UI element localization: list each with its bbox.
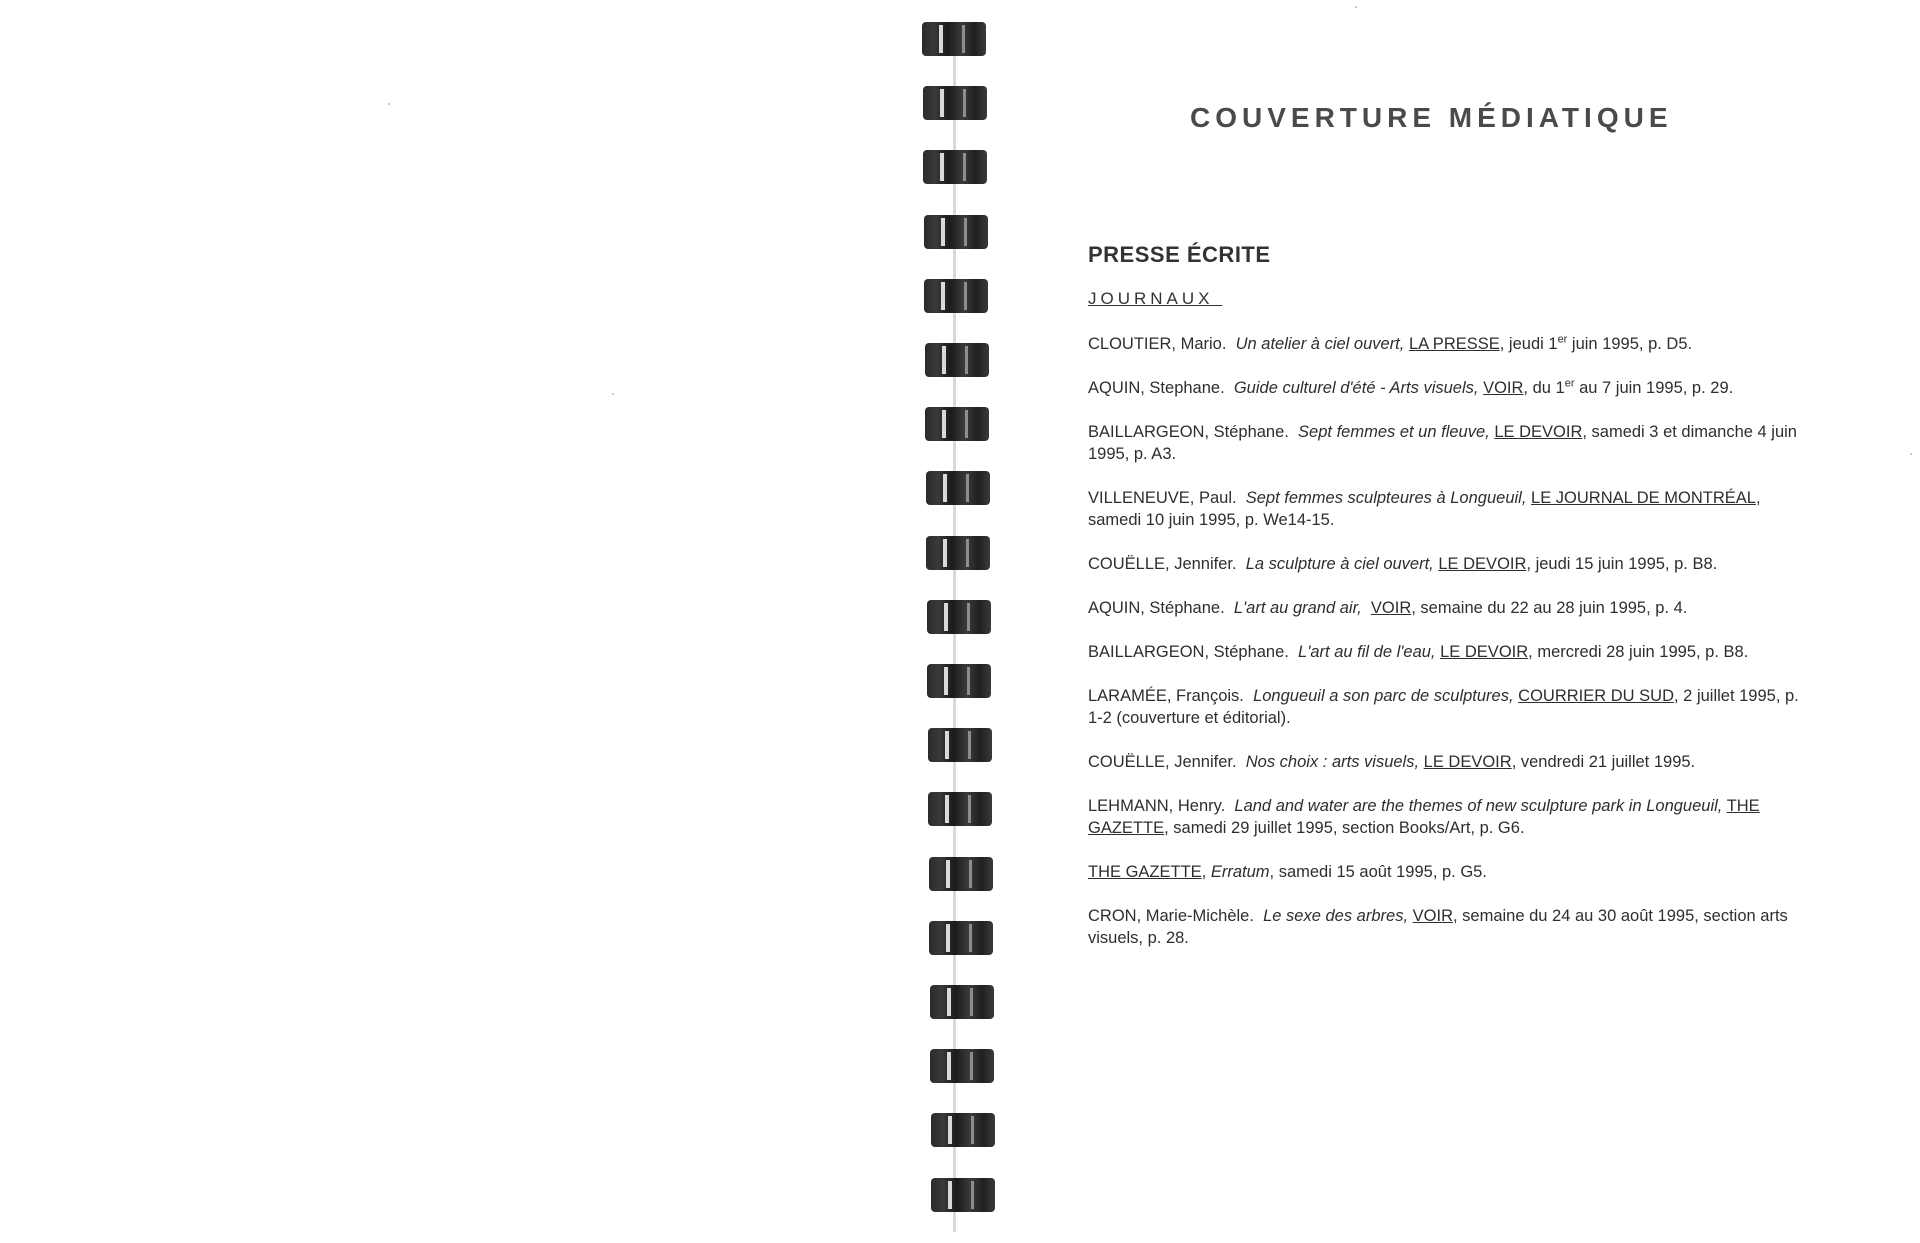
entry-publication: LE DEVOIR: [1438, 555, 1527, 573]
binding-ring: [924, 215, 988, 249]
binding-ring: [927, 600, 991, 634]
entry-date: , du 1: [1523, 379, 1565, 397]
entry-publication: VOIR: [1483, 379, 1524, 397]
entry-author: LARAMÉE, François.: [1088, 687, 1244, 705]
entry-date: , jeudi 1: [1499, 335, 1558, 353]
entry-date: , mercredi 28 juin 1995, p. B8.: [1528, 643, 1749, 661]
entry-separator: ,: [1201, 863, 1211, 881]
entry-title: Erratum: [1210, 863, 1270, 881]
entry-date: , jeudi 15 juin 1995, p. B8.: [1526, 555, 1718, 573]
entry-author: CLOUTIER, Mario.: [1088, 335, 1227, 353]
binding-ring: [928, 792, 992, 826]
entry-author: AQUIN, Stéphane.: [1088, 599, 1225, 617]
binding-ring: [925, 407, 989, 441]
entry-publication: THE GAZETTE: [1088, 797, 1760, 837]
list-item: [1088, 377, 1800, 399]
entry-publication: VOIR: [1412, 907, 1453, 925]
list-item: [1088, 641, 1800, 663]
entry-author: VILLENEUVE, Paul.: [1088, 489, 1237, 507]
entry-date: , samedi 29 juillet 1995, section Books/Art, p. G6.: [1164, 819, 1525, 837]
entry-date-rest: juin 1995, p. D5.: [1567, 335, 1693, 353]
scan-speck: [1355, 6, 1357, 8]
entry-title: L'art au grand air,: [1233, 599, 1362, 617]
binding-ring: [928, 728, 992, 762]
entry-ordinal: er: [1564, 377, 1575, 390]
entry-title: Guide culturel d'été - Arts visuels,: [1233, 379, 1479, 397]
binding-ring: [929, 857, 993, 891]
binding-ring: [923, 150, 987, 184]
entry-ordinal: er: [1557, 333, 1568, 346]
entry-title: Sept femmes et un fleuve,: [1298, 423, 1490, 441]
list-item: [1088, 905, 1800, 949]
entry-title: Sept femmes sculpteures à Longueuil,: [1245, 489, 1527, 507]
entry-date: , samedi 3 et dimanche 4 juin 1995, p. A3.: [1088, 423, 1797, 463]
binding-ring: [930, 985, 994, 1019]
right-page: [950, 0, 1920, 1243]
binding-ring: [926, 536, 990, 570]
list-item: [1088, 487, 1800, 531]
entry-publication: THE GAZETTE: [1088, 863, 1202, 881]
scan-speck: [612, 393, 614, 395]
entry-author: COUËLLE, Jennifer.: [1088, 753, 1237, 771]
entry-title: Le sexe des arbres,: [1263, 907, 1409, 925]
binding-ring: [930, 1049, 994, 1083]
entry-date: , semaine du 22 au 28 juin 1995, p. 4.: [1411, 599, 1688, 617]
entry-author: AQUIN, Stephane.: [1088, 379, 1225, 397]
scan-speck: [1910, 453, 1912, 455]
list-item: [1088, 421, 1800, 465]
entry-author: COUËLLE, Jennifer.: [1088, 555, 1237, 573]
binding-ring: [929, 921, 993, 955]
entry-title: Nos choix : arts visuels,: [1245, 753, 1420, 771]
subsection-title: JOURNAUX: [1088, 289, 1223, 308]
list-item: [1088, 751, 1800, 773]
list-item: [1088, 861, 1800, 883]
list-item: [1088, 597, 1800, 619]
entry-publication: LA PRESSE: [1408, 335, 1500, 353]
entry-author: BAILLARGEON, Stéphane.: [1088, 643, 1289, 661]
entry-date: , vendredi 21 juillet 1995.: [1511, 753, 1696, 771]
entry-date: , samedi 10 juin 1995, p. We14-15.: [1088, 489, 1761, 529]
list-item: [1088, 553, 1800, 575]
binding-ring: [923, 86, 987, 120]
entry-author: LEHMANN, Henry.: [1088, 797, 1226, 815]
spiral-binding: [920, 0, 1000, 1243]
entry-publication: COURRIER DU SUD: [1518, 687, 1675, 705]
entry-author: CRON, Marie-Michèle.: [1088, 907, 1254, 925]
entry-author: BAILLARGEON, Stéphane.: [1088, 423, 1289, 441]
entry-date: , semaine du 24 au 30 août 1995, section arts visuels, p. 28.: [1088, 907, 1788, 947]
entry-title: Un atelier à ciel ouvert,: [1235, 335, 1405, 353]
list-item: [1088, 685, 1800, 729]
entry-date: , 2 juillet 1995, p. 1-2 (couverture et éditorial).: [1088, 687, 1799, 727]
left-page: [0, 0, 930, 1243]
binding-ring: [922, 22, 986, 56]
entry-title: L'art au fil de l'eau,: [1298, 643, 1436, 661]
section-title: PRESSE ÉCRITE: [1088, 242, 1271, 267]
entry-publication: LE JOURNAL DE MONTRÉAL: [1531, 489, 1756, 507]
binding-ring: [927, 664, 991, 698]
entry-date-rest: au 7 juin 1995, p. 29.: [1574, 379, 1734, 397]
entry-title: La sculpture à ciel ouvert,: [1245, 555, 1434, 573]
binding-ring: [931, 1113, 995, 1147]
binding-ring: [926, 471, 990, 505]
binding-ring: [931, 1178, 995, 1212]
scan-speck: [388, 103, 390, 105]
entry-date: , samedi 15 août 1995, p. G5.: [1269, 863, 1487, 881]
list-item: [1088, 795, 1800, 839]
list-item: [1088, 333, 1800, 355]
entry-publication: LE DEVOIR: [1423, 753, 1512, 771]
page-title: COUVERTURE MÉDIATIQUE: [1190, 102, 1673, 133]
entry-title: Land and water are the themes of new sculpture park in Longueuil,: [1234, 797, 1723, 815]
entry-publication: VOIR: [1370, 599, 1412, 617]
binding-ring: [924, 279, 988, 313]
entry-publication: LE DEVOIR: [1494, 423, 1583, 441]
entry-title: Longueuil a son parc de sculptures,: [1253, 687, 1514, 705]
entry-publication: LE DEVOIR: [1440, 643, 1529, 661]
binding-ring: [925, 343, 989, 377]
